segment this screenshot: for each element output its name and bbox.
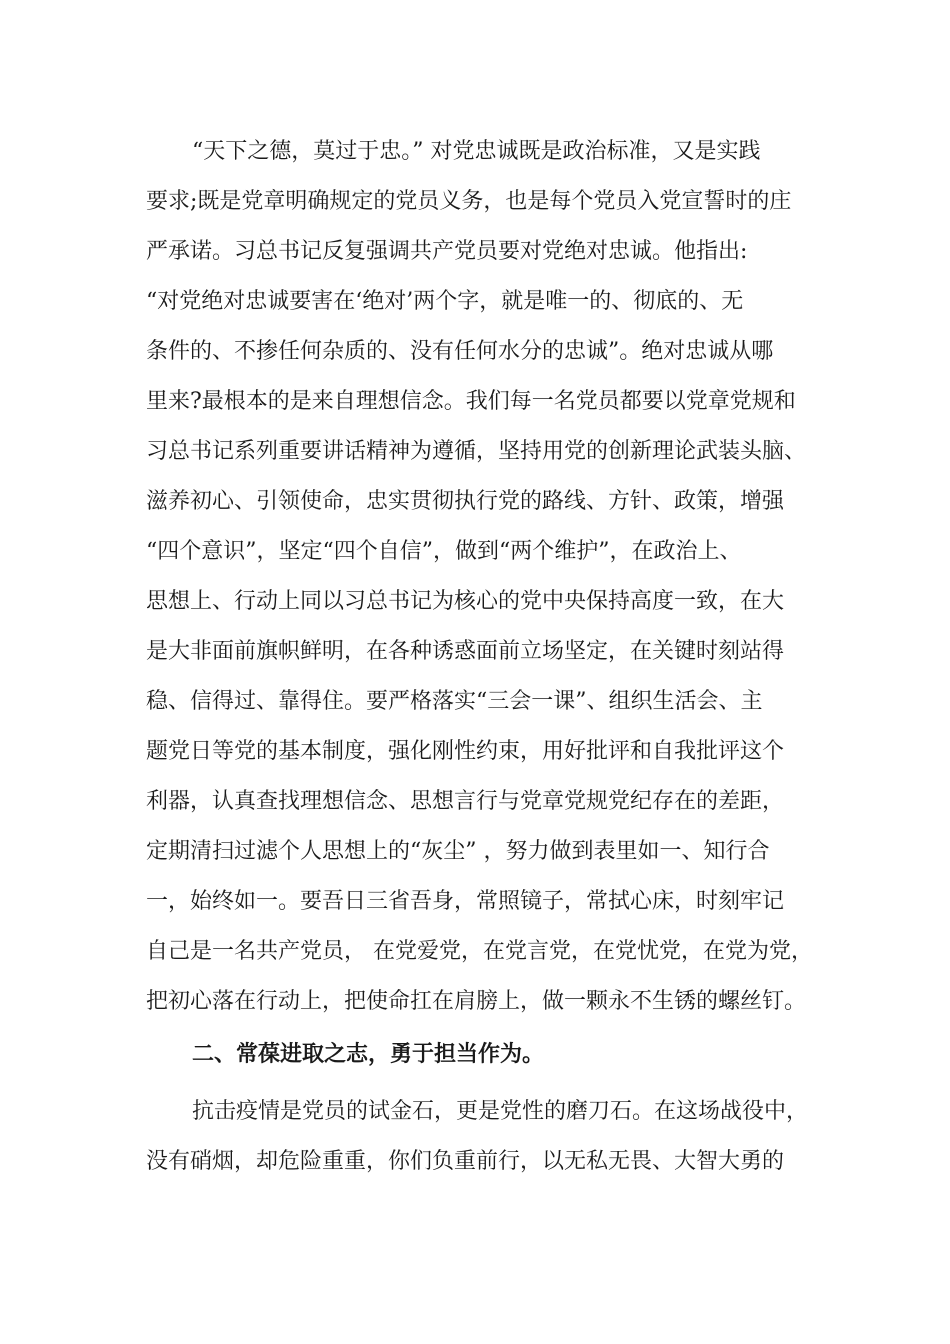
- paragraph-line: 是大非面前旗帜鲜明，在各种诱惑面前立场坚定，在关键时刻站得: [146, 639, 785, 664]
- paragraph-line: “四个意识”，坚定“四个自信”，做到“两个维护”，在政治上、: [146, 539, 742, 564]
- section-heading: 二、常葆进取之志，勇于担当作为。: [192, 1042, 545, 1067]
- paragraph-line: 没有硝烟，却危险重重，你们负重前行，以无私无畏、大智大勇的: [146, 1149, 785, 1174]
- paragraph-line: “对党绝对忠诚要害在‘绝对’两个字，就是唯一的、彻底的、无: [146, 289, 744, 314]
- paragraph-line: 里来?最根本的是来自理想信念。我们每一名党员都要以党章党规和: [146, 389, 796, 414]
- paragraph-line: 把初心落在行动上，把使命扛在肩膀上，做一颗永不生锈的螺丝钉。: [146, 989, 807, 1014]
- paragraph-line: 稳、信得过、靠得住。要严格落实“三会一课”、组织生活会、主: [146, 689, 763, 714]
- paragraph-line: 要求;既是党章明确规定的党员义务，也是每个党员入党宣誓时的庄: [146, 189, 792, 214]
- paragraph-line: 滋养初心、引领使命，忠实贯彻执行党的路线、方针、政策，增强: [146, 489, 785, 514]
- paragraph-line: 思想上、行动上同以习总书记为核心的党中央保持高度一致，在大: [146, 589, 785, 614]
- paragraph-line: 自己是一名共产党员， 在党爱党，在党言党，在党忧党，在党为党，: [146, 939, 813, 964]
- paragraph-line: 抗击疫情是党员的试金石，更是党性的磨刀石。在这场战役中，: [192, 1099, 809, 1124]
- paragraph-line: 条件的、不掺任何杂质的、没有任何水分的忠诚”。绝对忠诚从哪: [146, 339, 774, 364]
- paragraph-line: 定期清扫过滤个人思想上的“灰尘” ，努力做到表里如一、知行合: [146, 839, 770, 864]
- paragraph-line: 严承诺。习总书记反复强调共产党员要对党绝对忠诚。他指出:: [146, 239, 748, 264]
- paragraph-line: 习总书记系列重要讲话精神为遵循，坚持用党的创新理论武装头脑、: [146, 439, 807, 464]
- paragraph-line: “天下之德，莫过于忠。” 对党忠诚既是政治标准，又是实践: [192, 139, 761, 164]
- paragraph-line: 一，始终如一。要吾日三省吾身，常照镜子，常拭心床，时刻牢记: [146, 889, 785, 914]
- paragraph-line: 利器，认真查找理想信念、思想言行与党章党规党纪存在的差距，: [146, 789, 785, 814]
- paragraph-line: 题党日等党的基本制度，强化刚性约束，用好批评和自我批评这个: [146, 739, 785, 764]
